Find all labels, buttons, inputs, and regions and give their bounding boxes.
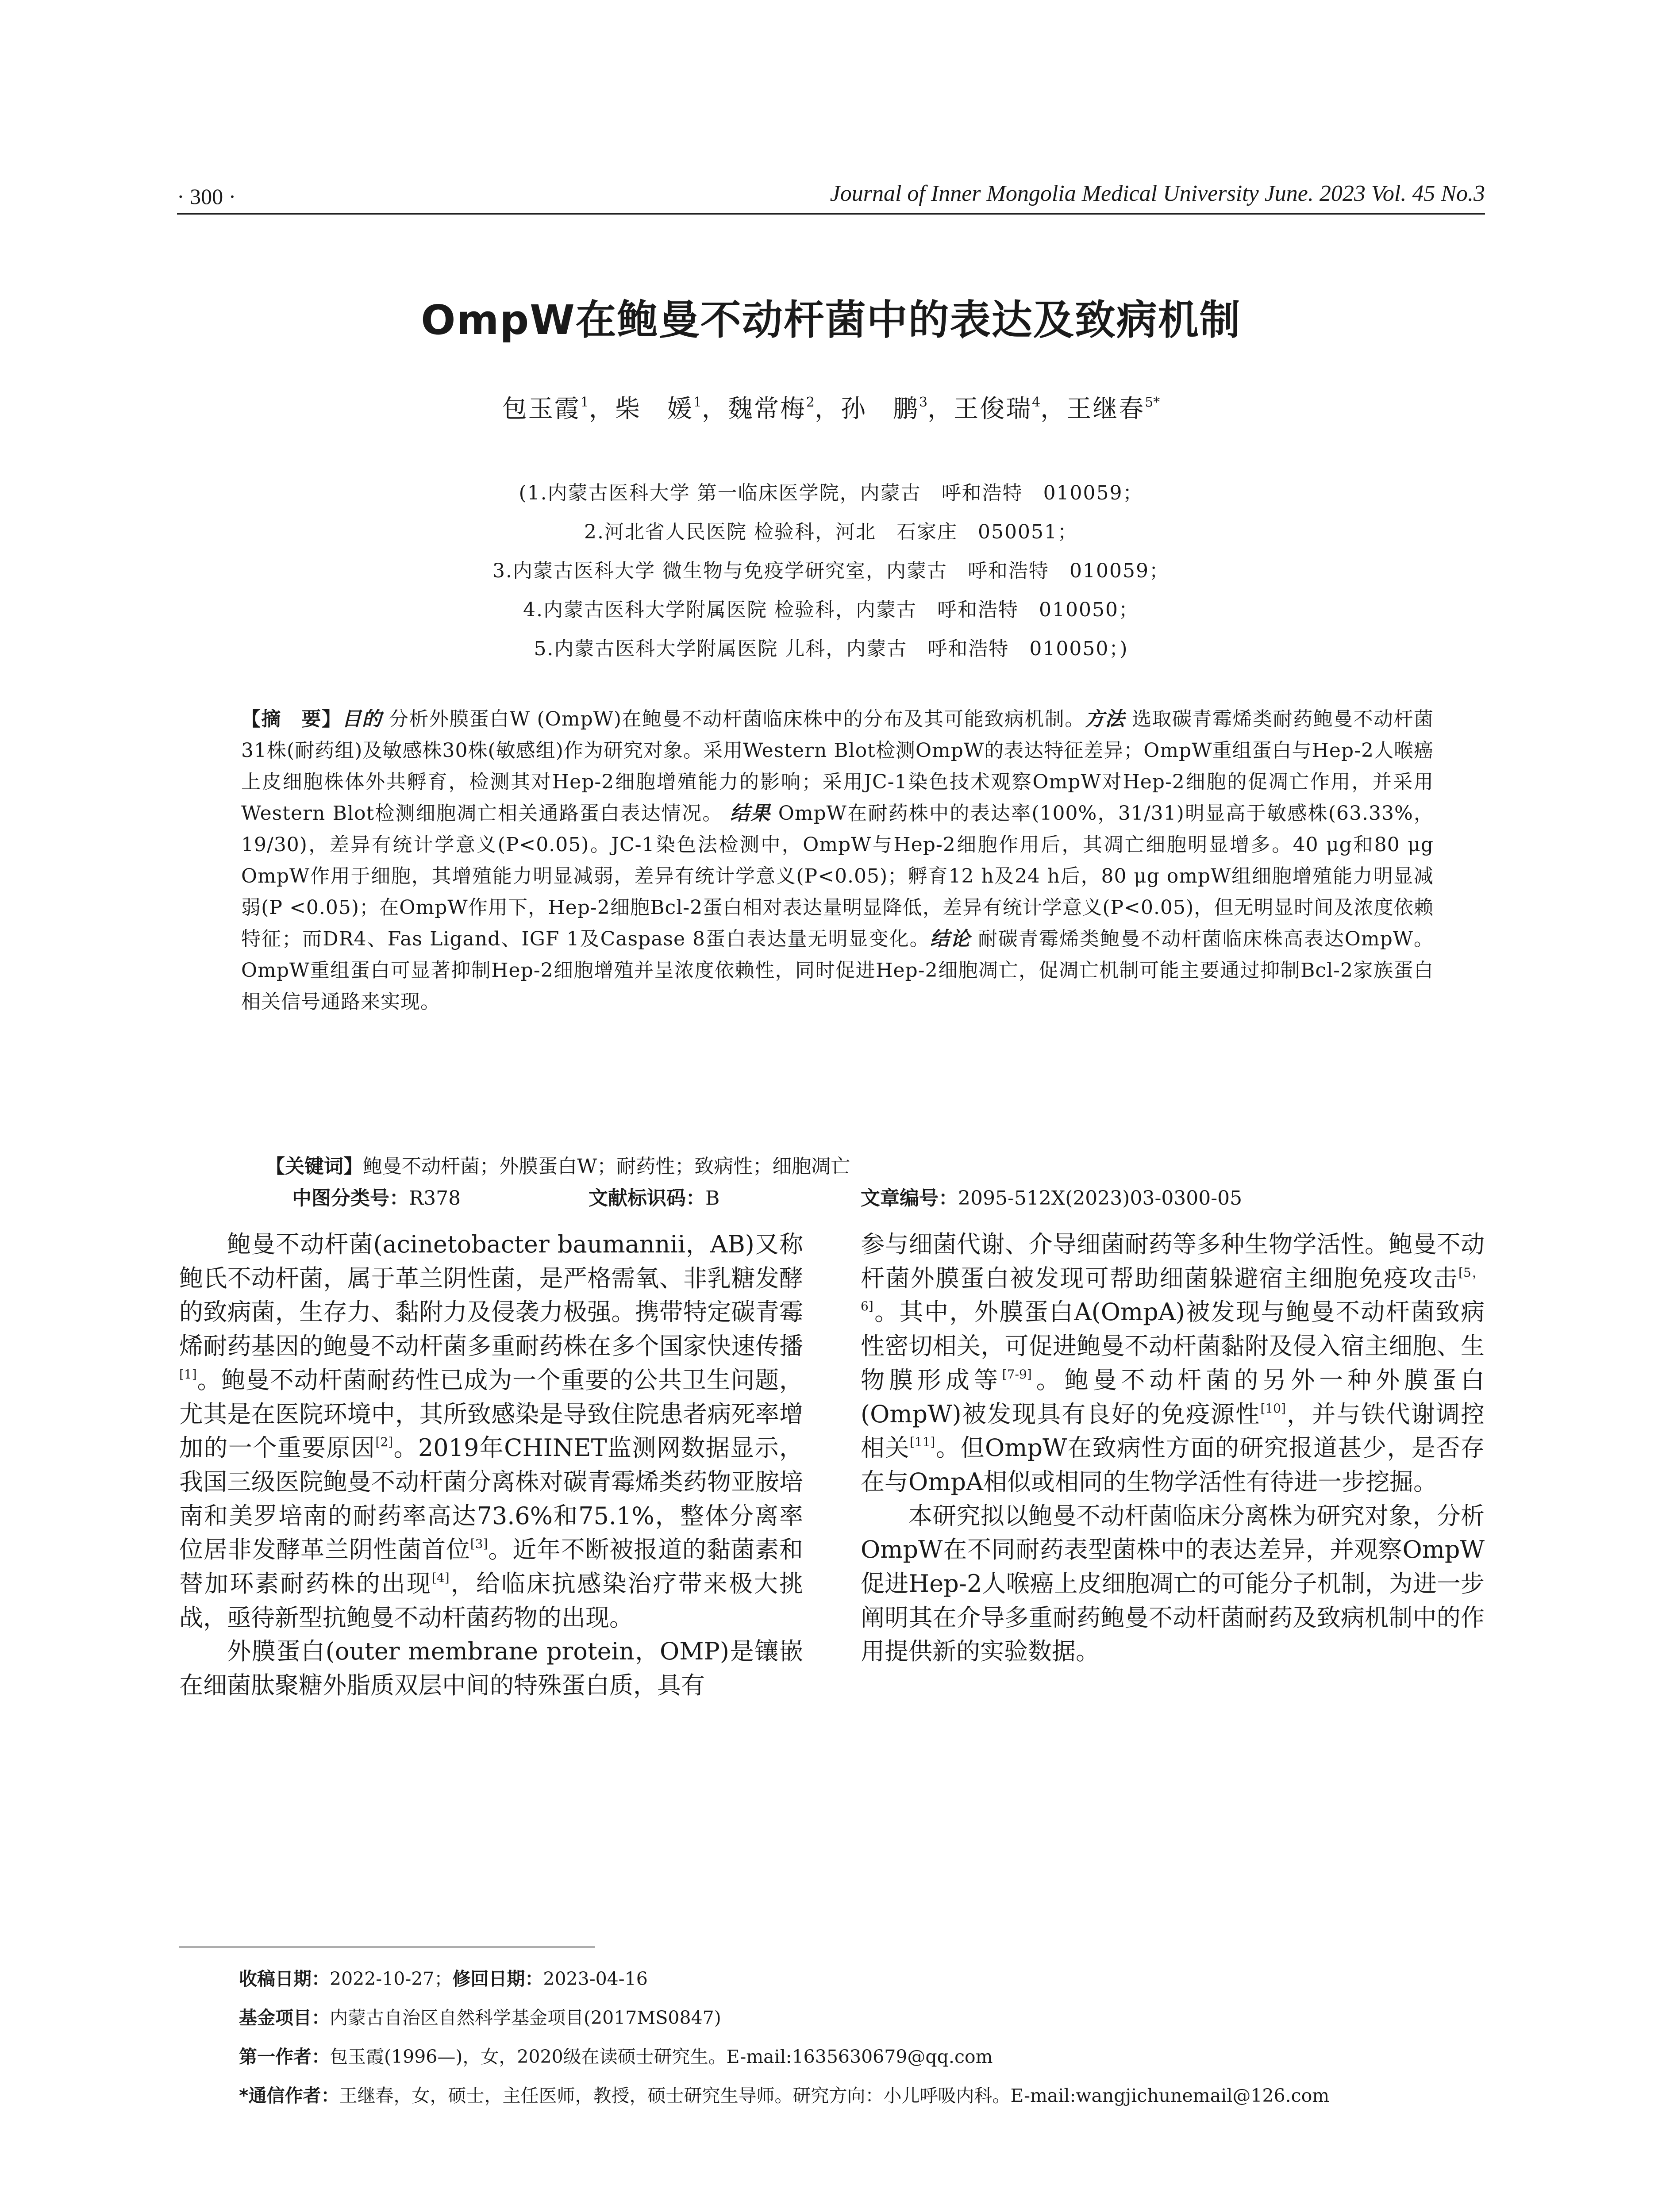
corresponding-text: 王继春，女，硕士，主任医师，教授，硕士研究生导师。研究方向：小儿呼吸内科。E-mail:wangjichunemail@126.com (339, 2085, 1330, 2106)
methods-text: 选取碳青霉烯类耐药鲍曼不动杆菌31株(耐药组)及敏感株30株(敏感组)作为研究对象。采用Western Blot检测OmpW的表达特征差异；OmpW重组蛋白与Hep-2人喉癌上皮细胞株体外共孵育，检测其对Hep-2细胞增殖能力的影响；采用JC-1染色技术观察OmpW对Hep-2细胞的促凋亡作用，并采用Western Blot检测细胞凋亡相关通路蛋白表达情况。 (241, 708, 1434, 825)
body-column-left (179, 1228, 803, 1703)
citation-mark: [11] (910, 1435, 935, 1450)
body-paragraph (179, 1228, 803, 1635)
citation-mark: [1] (179, 1367, 197, 1382)
body-paragraph (861, 1228, 1485, 1499)
results-label: 结果 (730, 802, 771, 825)
body-text: 。近年不断被报道的黏菌素和替加环素耐药株的出现 (179, 1536, 804, 1598)
header-rule (177, 213, 1485, 215)
corresponding-label: *通信作者： (239, 2085, 339, 2106)
first-author-text: 包玉霞(1996—)，女，2020级在读硕士研究生。E-mail:1635630679@qq.com (330, 2046, 993, 2067)
journal-header: Journal of Inner Mongolia Medical University June. 2023 Vol. 45 No.3 (830, 181, 1485, 206)
author-affil-mark: 5* (1145, 395, 1160, 410)
article-label: 文章编号： (861, 1187, 958, 1210)
results-text: OmpW在耐药株中的表达率(100%，31/31)明显高于敏感株(63.33%，19/30)，差异有统计学意义(P<0.05)。JC-1染色法检测中，OmpW与Hep-2细胞作用后，其凋亡细胞明显增多。40 μg和80 μg OmpW作用于细胞，其增殖能力明显减弱，差异有统计学意义(P<0.05)；孵育12 h及24 h后，80 μg ompW组细胞增殖能力明显减弱(P <0.05)；在OmpW作用下，Hep-2细胞Bcl-2蛋白相对表达量明显降低，差异有统计学意义(P<0.05)，但无明显时间及浓度依赖特征；而DR4、Fas Ligand、IGF 1及Caspase 8蛋白表达量无明显变化。 (241, 802, 1434, 950)
author-name: 柴 媛 (615, 395, 693, 423)
body-text: ，并与铁代谢调控相关 (861, 1400, 1485, 1462)
author-name: 包玉霞 (502, 395, 581, 423)
first-author-label: 第一作者： (239, 2046, 330, 2067)
doc-label: 文献标识码： (589, 1187, 705, 1210)
author-affil-mark: 3 (919, 395, 928, 410)
methods-label: 方法 (1085, 708, 1125, 730)
conclusion-label: 结论 (930, 928, 971, 950)
fund-text: 内蒙古自治区自然科学基金项目(2017MS0847) (330, 2007, 721, 2028)
clc-number (292, 1182, 461, 1210)
citation-mark: [2] (375, 1435, 393, 1450)
keywords-text: 鲍曼不动杆菌；外膜蛋白W；耐药性；致病性；细胞凋亡 (363, 1155, 850, 1178)
footnote-first-author (239, 2042, 1496, 2068)
author-name: 魏常梅 (727, 395, 806, 423)
citation-mark: [7-9] (1002, 1367, 1032, 1382)
affiliation-4: 4.内蒙古医科大学附属医院 检验科，内蒙古 呼和浩特 010050； (523, 599, 1139, 621)
conclusion-text: 耐碳青霉烯类鲍曼不动杆菌临床株高表达OmpW。OmpW重组蛋白可显著抑制Hep-2细胞增殖并呈浓度依赖性，同时促进Hep-2细胞凋亡，促凋亡机制可能主要通过抑制Bcl-2家族蛋白相关信号通路来实现。 (241, 928, 1434, 1013)
citation-mark: [3] (470, 1536, 488, 1551)
clc-value: R378 (409, 1187, 461, 1210)
body-paragraph: 本研究拟以鲍曼不动杆菌临床分离株为研究对象，分析OmpW在不同耐药表型菌株中的表达差异，并观察OmpW促进Hep-2人喉癌上皮细胞凋亡的可能分子机制，为进一步阐明其在介导多重耐药鲍曼不动杆菌耐药及致病机制中的作用提供新的实验数据。 (861, 1502, 1485, 1666)
author-affil-mark: 2 (806, 395, 815, 410)
body-text: ，给临床抗感染治疗带来极大挑战，亟待新型抗鲍曼不动杆菌药物的出现。 (179, 1570, 804, 1632)
author-name: 孙 鹏 (841, 395, 919, 423)
footnote-fund (239, 2003, 1496, 2029)
body-text: 参与细菌代谢、介导细菌耐药等多种生物学活性。鲍曼不动杆菌外膜蛋白被发现可帮助细菌躲避宿主细胞免疫攻击 (861, 1230, 1485, 1292)
citation-mark: [5，6] (861, 1265, 1485, 1314)
affiliation-5: 5.内蒙古医科大学附属医院 儿科，内蒙古 呼和浩特 010050；) (534, 637, 1128, 660)
keywords-label: 【关键词】 (265, 1155, 363, 1178)
author-name: 王继春 (1066, 395, 1145, 423)
revised-label: 修回日期： (452, 1968, 543, 1989)
revised-date: 2023-04-16 (543, 1968, 648, 1989)
received-date: 2022-10-27； (330, 1968, 453, 1989)
abstract (241, 703, 1434, 1018)
clc-label: 中图分类号： (292, 1187, 409, 1210)
fund-label: 基金项目： (239, 2007, 330, 2028)
keywords (265, 1150, 1434, 1179)
author-name: 王俊瑞 (954, 395, 1032, 423)
affiliation-2: 2.河北省人民医院 检验科，河北 石家庄 050051； (584, 521, 1078, 543)
body-text: 。但OmpW在致病性方面的研究报道甚少，是否存在与OmpA相似或相同的生物学活性有待进一步挖掘。 (861, 1434, 1485, 1496)
author-affil-mark: 4 (1032, 395, 1041, 410)
footnote-corresponding (239, 2081, 1496, 2107)
affiliation-1: (1.内蒙古医科大学 第一临床医学院，内蒙古 呼和浩特 010059； (519, 482, 1143, 504)
affiliation-3: 3.内蒙古医科大学 微生物与免疫学研究室，内蒙古 呼和浩特 010059； (492, 560, 1170, 582)
body-text: 。鲍曼不动杆菌的另外一种外膜蛋白(OmpW)被发现具有良好的免疫源性 (861, 1366, 1485, 1428)
citation-mark: [4] (431, 1571, 450, 1586)
body-paragraph: 外膜蛋白(outer membrane protein，OMP)是镶嵌在细菌肽聚糖外脂质双层中间的特殊蛋白质，具有 (179, 1637, 803, 1700)
objective-label: 目的 (342, 708, 382, 730)
received-label: 收稿日期： (239, 1968, 330, 1989)
paper-title: OmpW在鲍曼不动杆菌中的表达及致病机制 (421, 296, 1241, 344)
body-text: 。鲍曼不动杆菌耐药性已成为一个重要的公共卫生问题，尤其是在医院环境中，其所致感染是导致住院患者病死率增加的一个重要原因 (179, 1366, 803, 1462)
body-text: 鲍曼不动杆菌(acinetobacter baumannii，AB)又称鲍氏不动杆菌，属于革兰阴性菌，是严格需氧、非乳糖发酵的致病菌，生存力、黏附力及侵袭力极强。携带特定碳青霉烯耐药基因的鲍曼不动杆菌多重耐药株在多个国家快速传播 (179, 1230, 803, 1360)
document-code (589, 1182, 719, 1210)
page-number: · 300 · (177, 184, 236, 209)
citation-mark: [10] (1260, 1401, 1286, 1416)
body-text: 。其中，外膜蛋白A(OmpA)被发现与鲍曼不动杆菌致病性密切相关，可促进鲍曼不动杆菌黏附及侵入宿主细胞、生物膜形成等 (861, 1298, 1485, 1394)
objective-text: 分析外膜蛋白W (OmpW)在鲍曼不动杆菌临床株中的分布及其可能致病机制。 (382, 708, 1085, 730)
doc-value: B (705, 1187, 720, 1210)
author-list: 包玉霞$^1$，柴 媛$^1$，魏常梅$^2$，孙 鹏$^3$，王俊瑞$^4$，王继春$^{5*}$ (502, 395, 1160, 423)
author-affil-mark: 1 (580, 395, 589, 410)
abstract-label: 【摘 要】 (241, 708, 342, 730)
article-value: 2095-512X(2023)03-0300-05 (958, 1187, 1243, 1210)
author-affil-mark: 1 (693, 395, 702, 410)
footnote-dates (239, 1964, 1496, 1990)
article-number (861, 1182, 1242, 1210)
body-column-right (861, 1228, 1485, 1669)
body-text: 。2019年CHINET监测网数据显示，我国三级医院鲍曼不动杆菌分离株对碳青霉烯类药物亚胺培南和美罗培南的耐药率高达73.6%和75.1%，整体分离率位居非发酵革兰阴性菌首位 (179, 1434, 803, 1564)
